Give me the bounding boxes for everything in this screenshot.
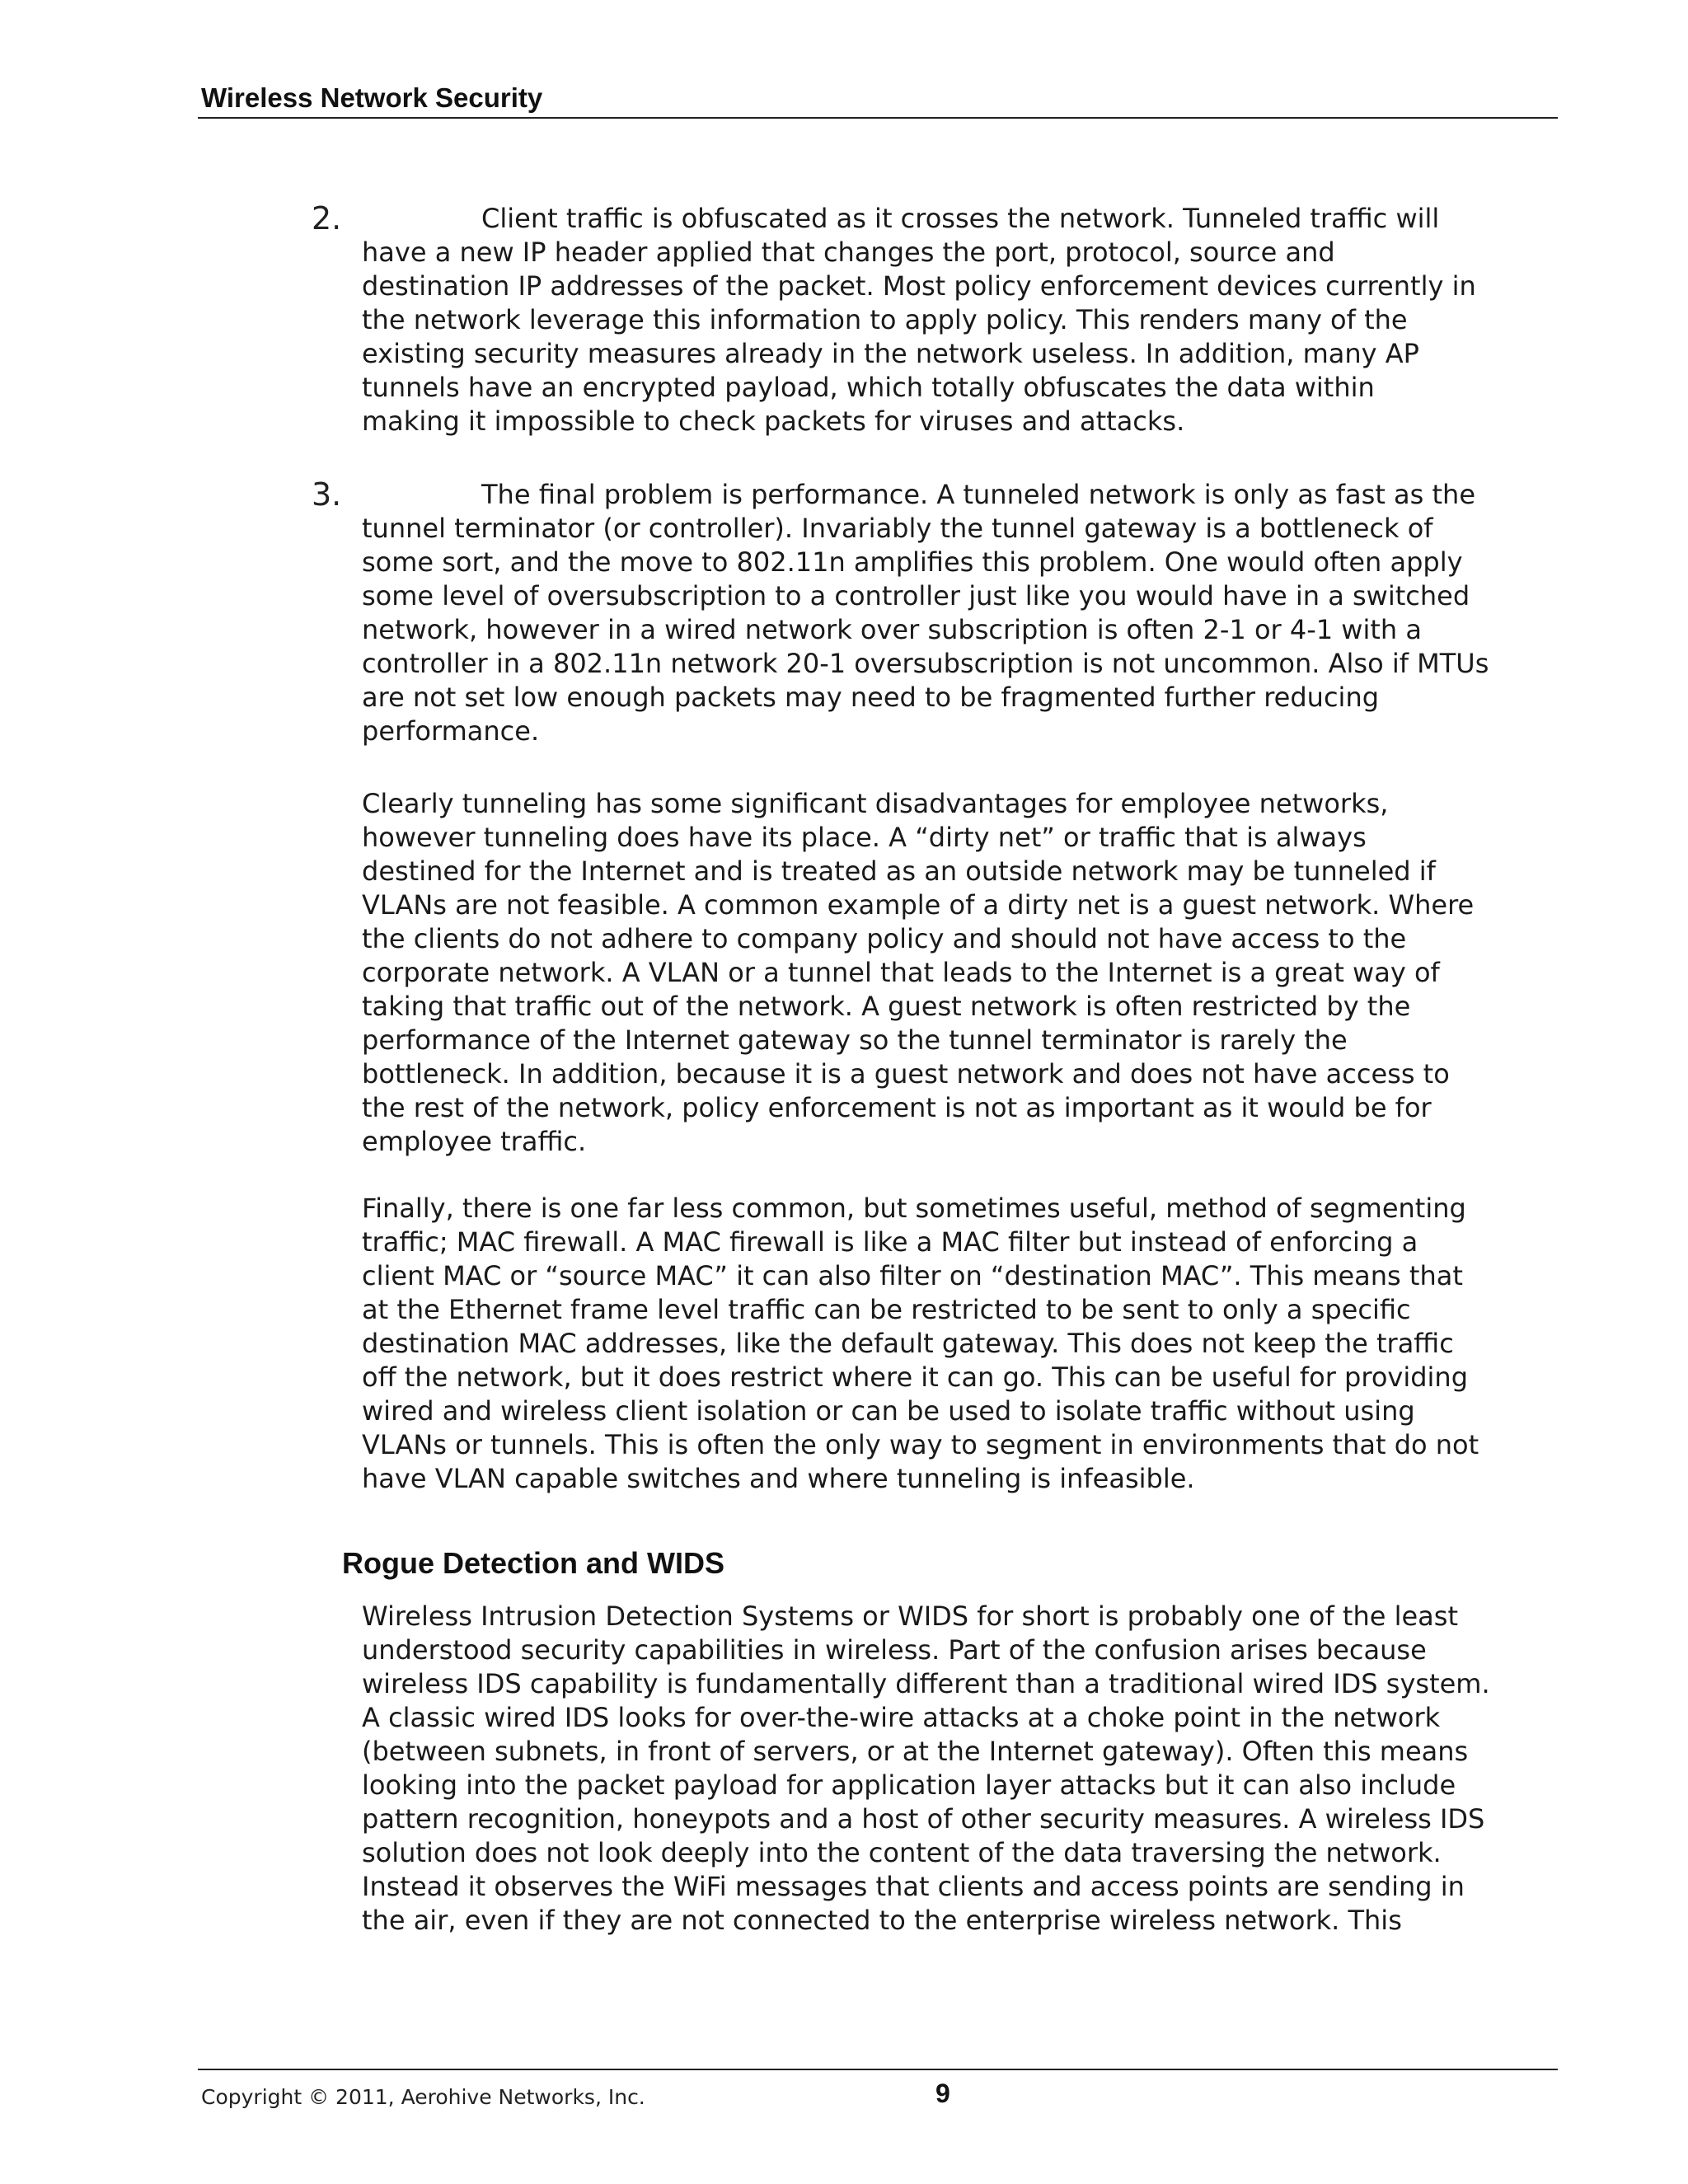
copyright-notice: Copyright © 2011, Aerohive Networks, Inc. <box>201 2085 645 2109</box>
list-item-number: 2. <box>312 200 342 237</box>
page-header <box>198 79 1558 119</box>
page-number: 9 <box>935 2079 950 2108</box>
list-item-text: Client traffic is obfuscated as it crosses the network. Tunneled traffic will have a new IP header applied that changes the port, protocol, source and destination IP addresses of the packet. Most policy enforcement devices currently in the network leverage this information to apply policy. This renders many of the existing security measures already in the network useless. In addition, many AP tunnels have an encrypted payload, which totally obfuscates the data within making it impossible to check packets for viruses and attacks. <box>362 203 1476 437</box>
list-item-3 <box>312 478 1515 748</box>
section-heading: Rogue Detection and WIDS <box>342 1546 725 1580</box>
paragraph-wids: Wireless Intrusion Detection Systems or WIDS for short is probably one of the least understood security capabilities in wireless. Part of the confusion arises because wireless IDS capability is fundamentally different than a traditional wired IDS system. A classic wired IDS looks for over-the-wire attacks at a choke point in the network (between subnets, in front of servers, or at the Internet gateway). Often this means looking into the packet payload for application layer attacks but it can also include pattern recognition, honeypots and a host of other security measures. A wireless IDS solution does not look deeply into the content of the data traversing the network. Instead it observes the WiFi messages that clients and access points are sending in the air, even if they are not connected to the enterprise wireless network. This <box>362 1601 1490 1936</box>
document-title: Wireless Network Security <box>201 82 543 113</box>
paragraph-tunneling: Clearly tunneling has some significant disadvantages for employee networks, however tunneling does have its place. A “dirty net” or traffic that is always destined for the Internet and is treated as an outside network may be tunneled if VLANs are not feasible. A common example of a dirty net is a guest network. Where the clients do not adhere to company policy and should not have access to the corporate network. A VLAN or a tunnel that leads to the Internet is a great way of taking that traffic out of the network. A guest network is often restricted by the performance of the Internet gateway so the tunnel terminator is rarely the bottleneck. In addition, because it is a guest network and does not have access to the rest of the network, policy enforcement is not as important as it would be for employee traffic. <box>362 788 1475 1157</box>
list-item-number: 3. <box>312 476 342 513</box>
list-item-text: The final problem is performance. A tunneled network is only as fast as the tunnel terminator (or controller). Invariably the tunnel gateway is a bottleneck of some sort, and the move to 802.11n amplifies this problem. One would often apply some level of oversubscription to a controller just like you would have in a switched network, however in a wired network over subscription is often 2-1 or 4-1 with a controller in a 802.11n network 20-1 oversubscription is not uncommon. Also if MTUs are not set low enough packets may need to be fragmented further reducing performance. <box>362 479 1489 747</box>
paragraph-mac-firewall: Finally, there is one far less common, but sometimes useful, method of segmenting traffic; MAC firewall. A MAC firewall is like a MAC filter but instead of enforcing a client MAC or “source MAC” it can also filter on “destination MAC”. This means that at the Ethernet frame level traffic can be restricted to be sent to only a specific destination MAC addresses, like the default gateway. This does not keep the traffic off the network, but it does restrict where it can go. This can be useful for providing wired and wireless client isolation or can be used to isolate traffic without using VLANs or tunnels. This is often the only way to segment in environments that do not have VLAN capable switches and where tunneling is infeasible. <box>362 1193 1479 1494</box>
list-item-2 <box>312 202 1515 438</box>
page-footer <box>198 2069 1558 2120</box>
